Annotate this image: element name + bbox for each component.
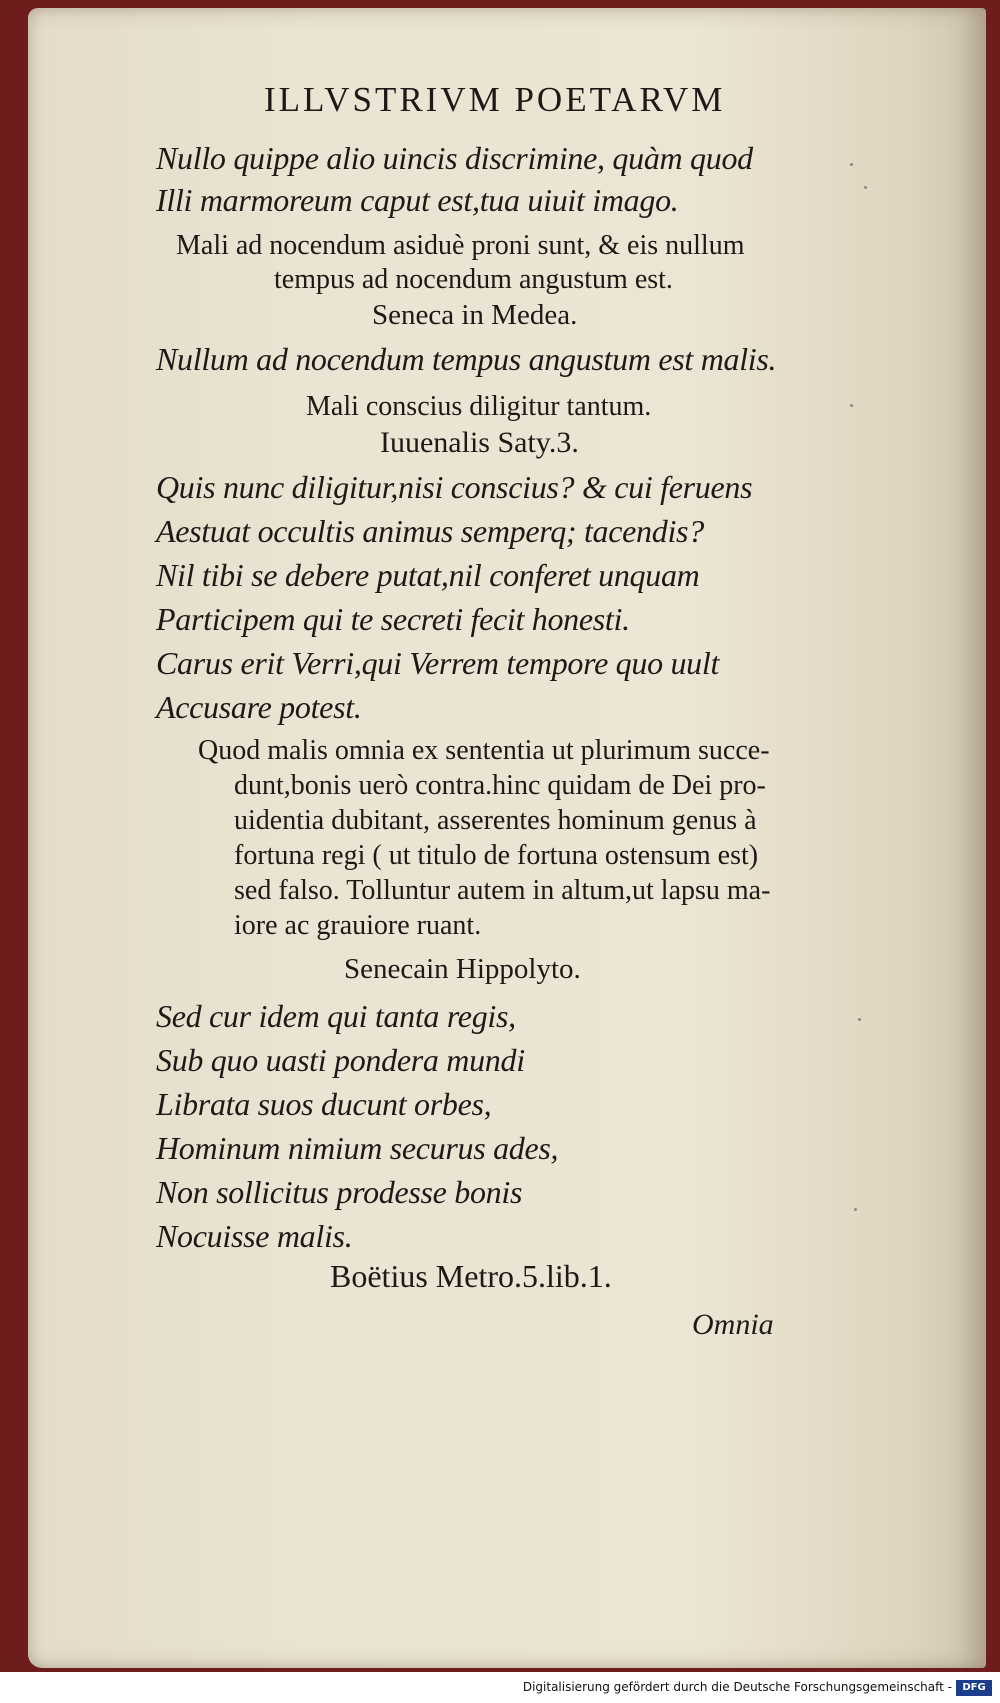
text-line: fortuna regi ( ut titulo de fortuna ostensum est) [234,840,759,871]
footer [0,1672,1000,1703]
text-line: Nocuisse malis. [156,1218,353,1254]
text-line: iore ac grauiore ruant. [234,910,482,941]
section-heading: Iuuenalis Saty.3. [380,426,579,459]
ink-speck [850,163,853,166]
text-line: Participem qui te secreti fecit honesti. [156,601,630,637]
text-line: sed falso. Tolluntur autem in altum,ut lapsu ma- [234,875,771,906]
section-heading: Boëtius Metro.5.lib.1. [330,1258,612,1294]
text-line: Nullo quippe alio uincis discrimine, quàm quod [156,140,753,176]
ink-speck [854,1208,857,1211]
text-line: Quis nunc diligitur,nisi conscius? & cui feruens [156,469,753,505]
text-line: Sed cur idem qui tanta regis, [156,998,516,1034]
running-head: ILLVSTRIVM POETARVM [264,80,726,119]
ink-speck [850,404,853,407]
text-line: Quod malis omnia ex sententia ut plurimum succe- [198,735,770,766]
text-line: Aestuat occultis animus semperq; tacendis? [156,513,704,549]
text-line: Mali conscius diligitur tantum. [306,391,652,422]
text-line: Sub quo uasti pondera mundi [156,1042,525,1078]
section-heading: Seneca in Medea. [372,299,578,331]
text-line: Nil tibi se debere putat,nil conferet unquam [156,557,700,593]
text-line: Carus erit Verri,qui Verrem tempore quo uult [156,645,720,681]
book-page [28,8,986,1668]
text-line: Nullum ad nocendum tempus angustum est malis. [156,341,777,377]
text-line: Non sollicitus prodesse bonis [156,1174,523,1210]
text-line: Librata suos ducunt orbes, [156,1086,492,1122]
text-line: uidentia dubitant, asserentes hominum genus à [234,805,757,836]
text-line: dunt,bonis uerò contra.hinc quidam de Dei pro- [234,770,766,801]
text-line: tempus ad nocendum angustum est. [274,264,673,295]
catchword: Omnia [692,1308,774,1341]
section-heading: Senecain Hippolyto. [344,953,581,985]
footer-credit: Digitalisierung gefördert durch die Deutsche Forschungsgemeinschaft - [522,1680,952,1694]
ink-speck [864,186,867,189]
dfg-logo: DFG [956,1680,992,1696]
text-line: Hominum nimium securus ades, [156,1130,559,1166]
text-line: Illi marmoreum caput est,tua uiuit imago. [156,182,679,218]
text-line: Accusare potest. [156,689,362,725]
text-line: Mali ad nocendum asiduè proni sunt, & eis nullum [176,230,745,261]
ink-speck [858,1018,861,1021]
